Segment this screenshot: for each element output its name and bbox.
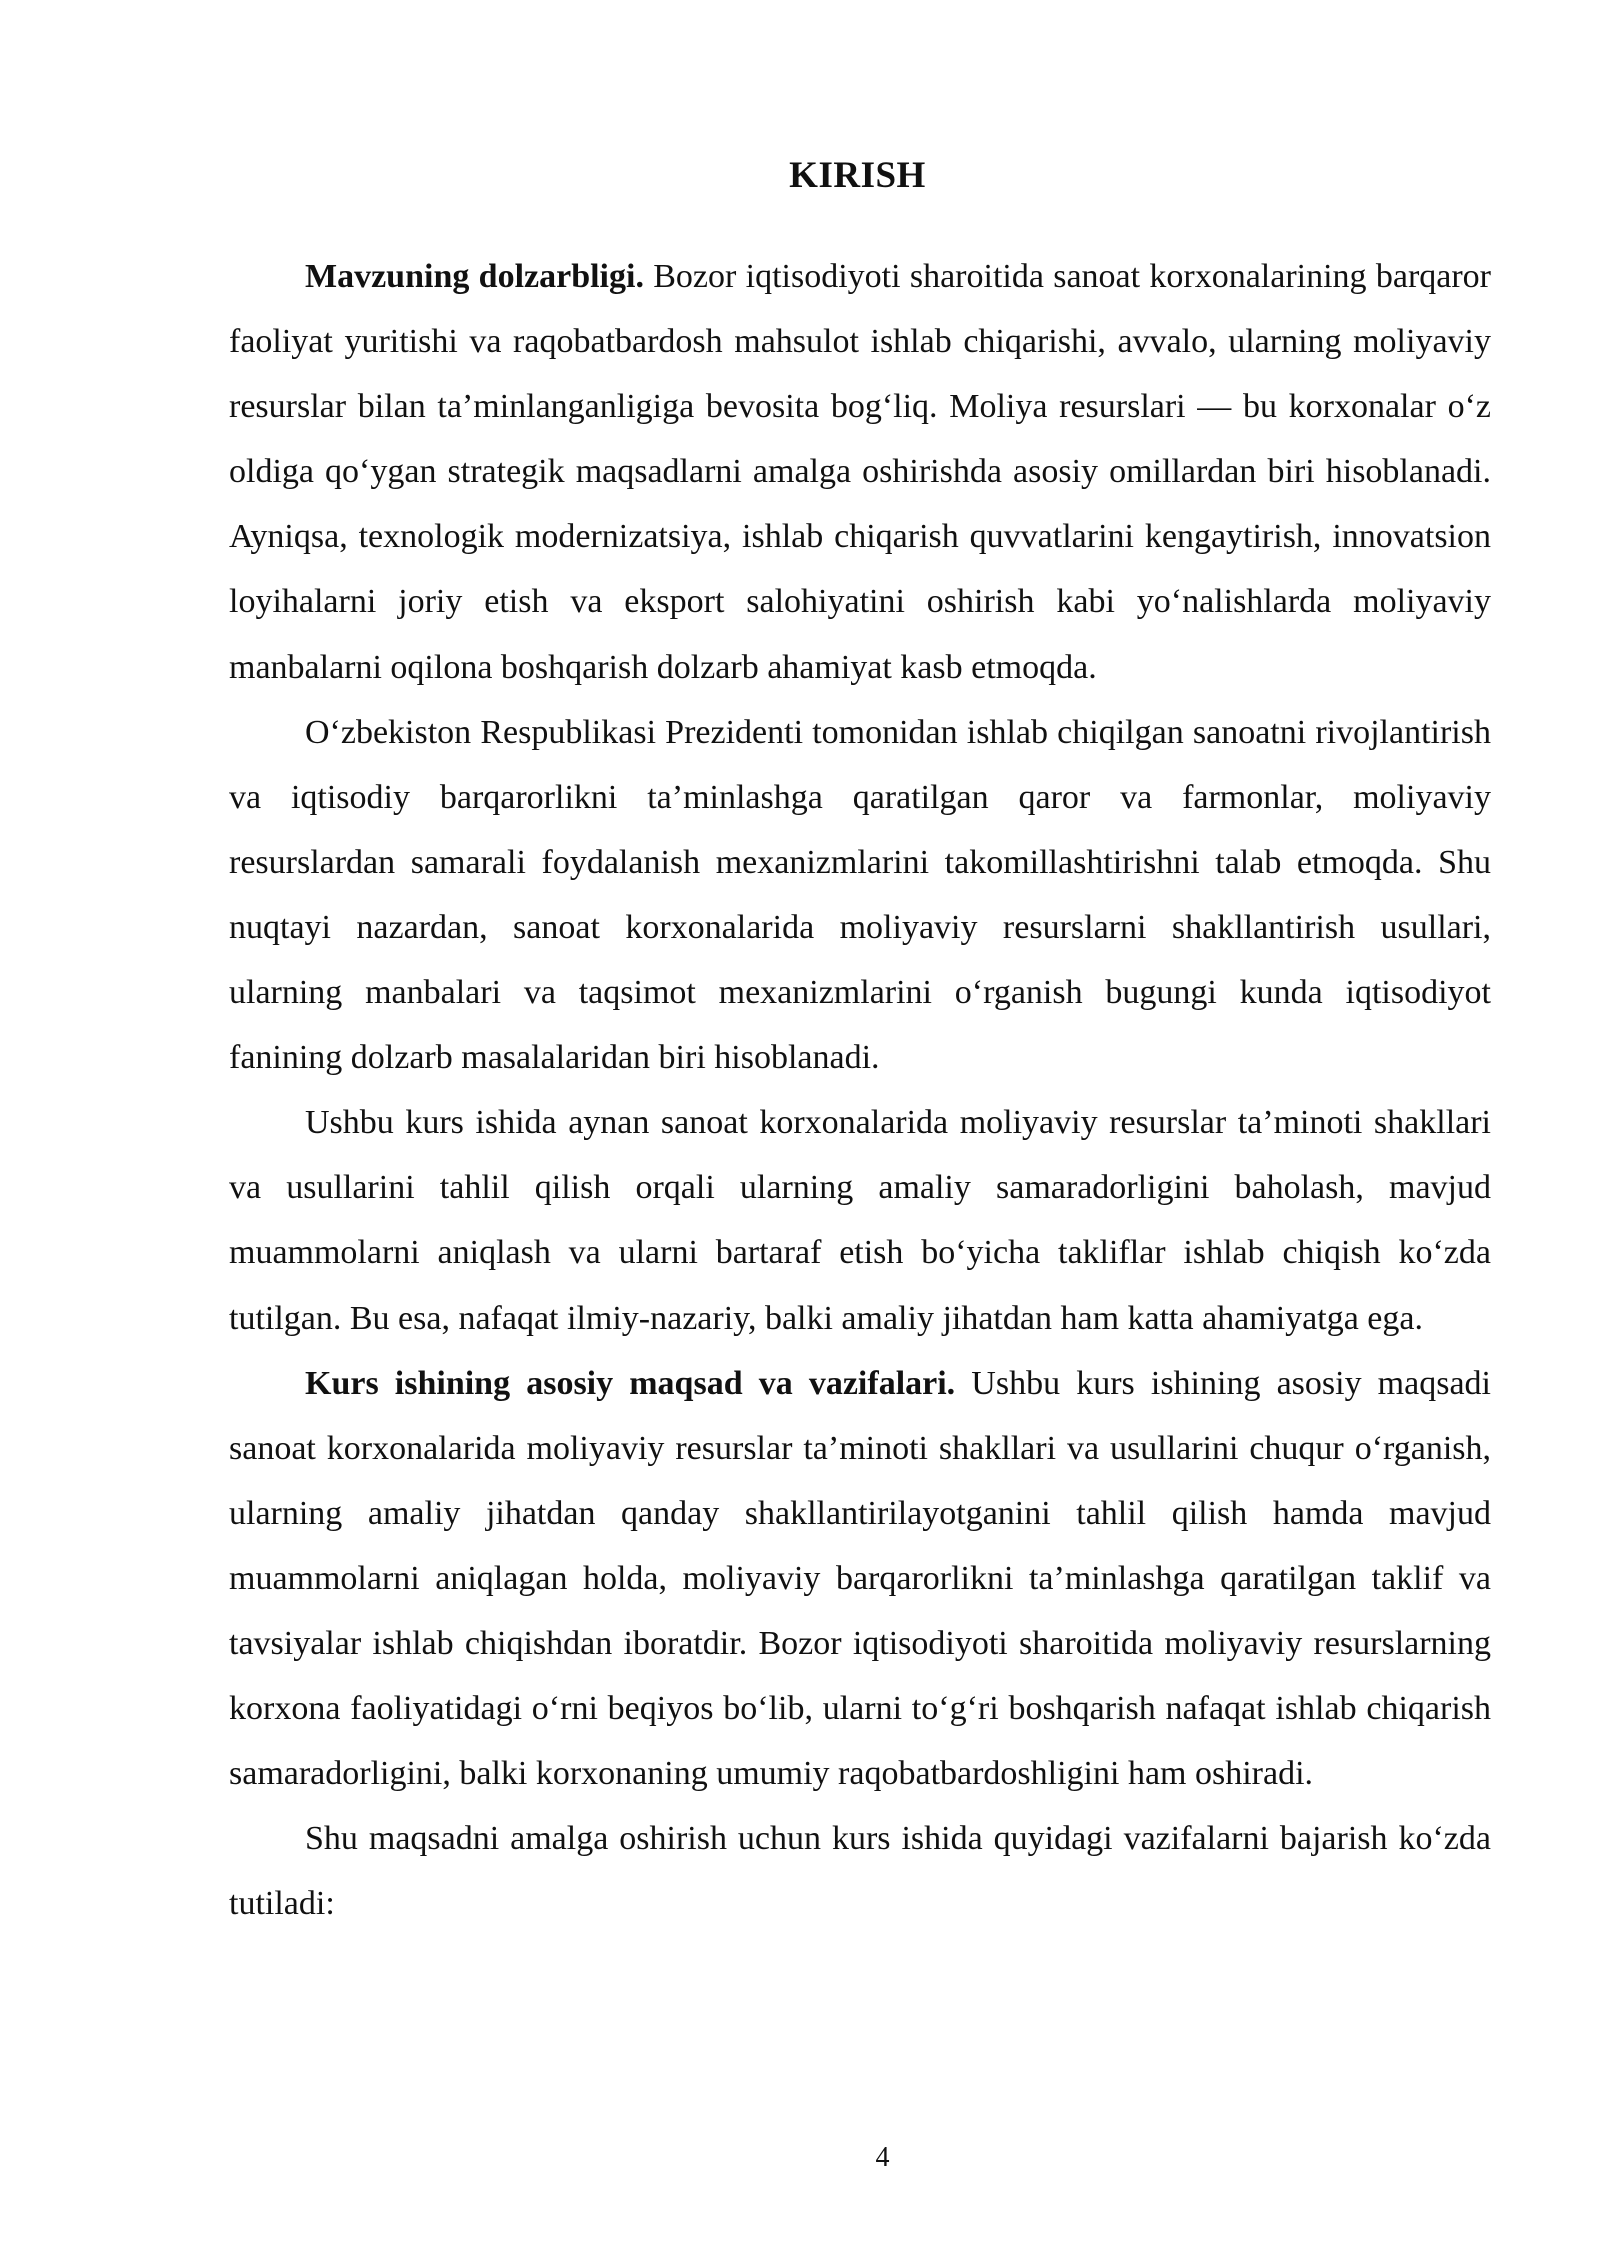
paragraph-tasks-intro: [229, 1806, 1491, 1936]
body-text: [229, 244, 1491, 1936]
paragraph-text: Ushbu kurs ishining asosiy maqsadi sanoat korxonalarida moliyaviy resurslar ta’minoti shakllari va usullarini chuqur o‘rganish, ularning amaliy jihatdan qanday shakllantirilayotganini tahlil qilish hamda mavjud muammolarni aniqlagan holda, moliyaviy barqarorlikni ta’minlashga qaratilgan taklif va tavsiyalar ishlab chiqishdan iboratdir. Bozor iqtisodiyoti sharoitida moliyaviy resurslarning korxona faoliyatidagi o‘rni beqiyos bo‘lib, ularni to‘g‘ri boshqarish nafaqat ishlab chiqarish samaradorligini, balki korxonaning umumiy raqobatbardoshligini ham oshiradi.: [229, 1364, 1491, 1793]
page-number: 4: [875, 2142, 890, 2173]
paragraph-decrees: [229, 700, 1491, 1091]
paragraph-course-focus: [229, 1090, 1491, 1350]
paragraph-text: Ushbu kurs ishida aynan sanoat korxonalarida moliyaviy resurslar ta’minoti shakllari va usullarini tahlil qilish orqali ularning amaliy samaradorligini baholash, mavjud muammolarni aniqlash va ularni bartaraf etish bo‘yicha takliflar ishlab chiqish ko‘zda tutilgan. Bu esa, nafaqat ilmiy-nazariy, balki amaliy jihatdan ham katta ahamiyatga ega.: [229, 1104, 1491, 1337]
paragraph-goals: [229, 1351, 1491, 1807]
paragraph-text: O‘zbekiston Respublikasi Prezidenti tomonidan ishlab chiqilgan sanoatni rivojlantirish va iqtisodiy barqarorlikni ta’minlashga qaratilgan qaror va farmonlar, moliyaviy resurslardan samarali foydalanish mexanizmlarini takomillashtirishni talab etmoqda. Shu nuqtayi nazardan, sanoat korxonalarida moliyaviy resurslarni shakllantirish usullari, ularning manbalari va taqsimot mexanizmlarini o‘rganish bugungi kunda iqtisodiyot fanining dolzarb masalalaridan biri hisoblanadi.: [229, 713, 1491, 1077]
page-title: KIRISH: [789, 155, 926, 196]
paragraph-text: Bozor iqtisodiyoti sharoitida sanoat korxonalarining barqaror faoliyat yuritishi va raqobatbardosh mahsulot ishlab chiqarishi, avvalo, ularning moliyaviy resurslar bilan ta’minlanganligiga bevosita bog‘liq. Moliya resurslari — bu korxonalar o‘z oldiga qo‘ygan strategik maqsadlarni amalga oshirishda asosiy omillardan biri hisoblanadi. Ayniqsa, texnologik modernizatsiya, ishlab chiqarish quvvatlarini kengaytirish, innovatsion loyihalarni joriy etish va eksport salohiyatini oshirish kabi yo‘nalishlarda moliyaviy manbalarni oqilona boshqarish dolzarb ahamiyat kasb etmoqda.: [229, 258, 1492, 686]
paragraph-relevance: [229, 244, 1491, 700]
paragraph-lead: Kurs ishining asosiy maqsad va vazifalari.: [305, 1364, 956, 1402]
paragraph-text: Shu maqsadni amalga oshirish uchun kurs ishida quyidagi vazifalarni bajarish ko‘zda tutiladi:: [229, 1820, 1491, 1923]
paragraph-lead: Mavzuning dolzarbligi.: [305, 258, 644, 295]
